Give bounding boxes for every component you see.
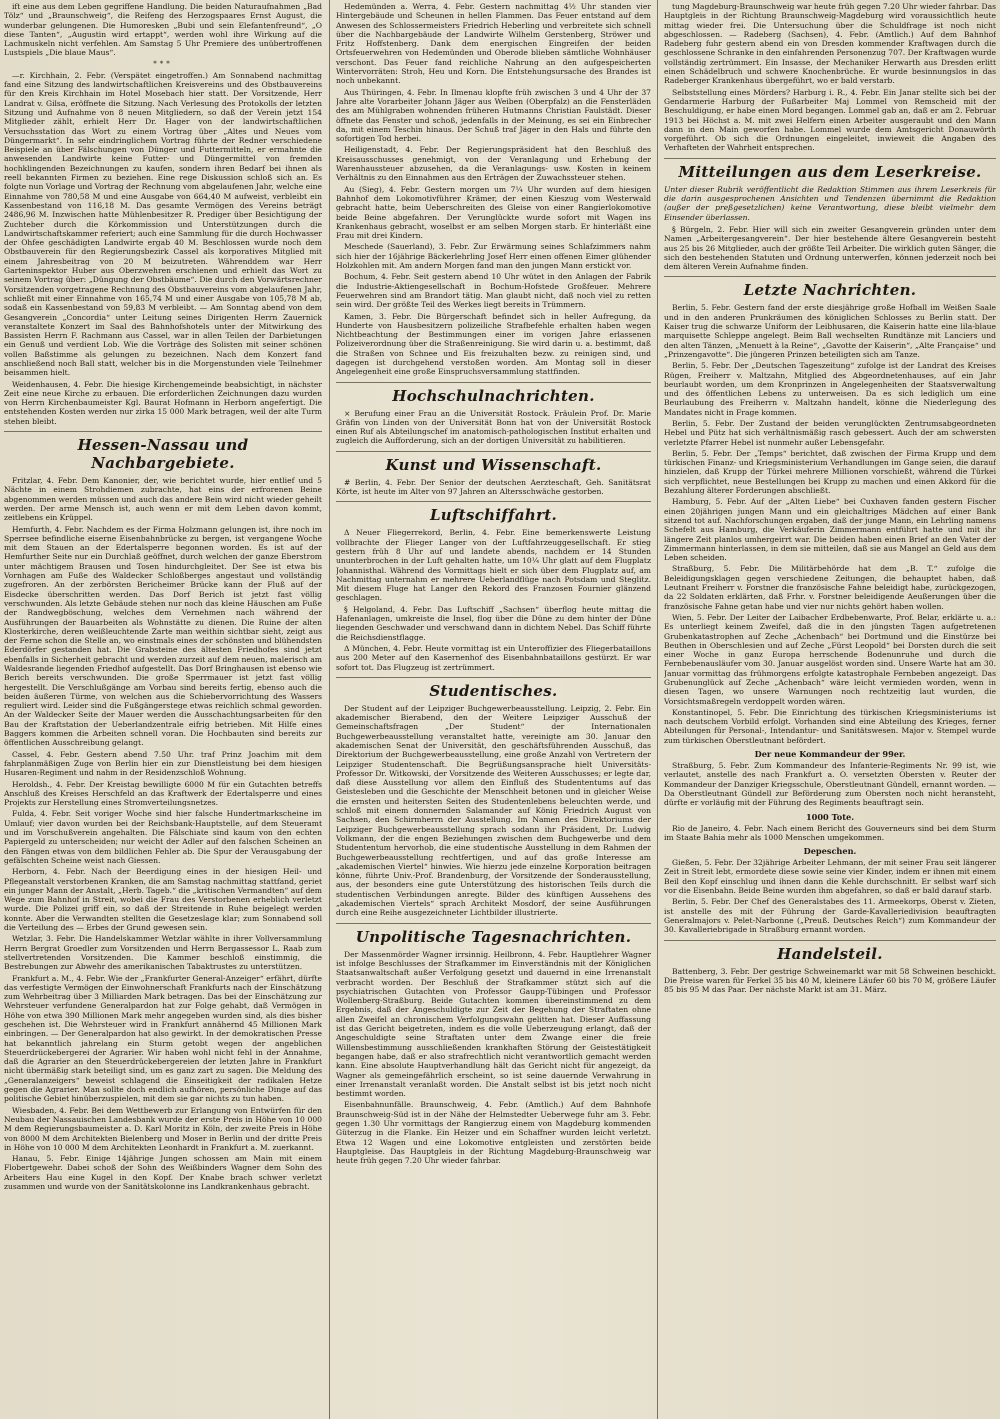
article-hersfeld: Heroldsh., 4. Febr. Der Kreistag bewilligte 6000 M für ein Gutachten betreffs Anschluß des Kreises Herschfeld an das Kraftwerk der Edertalsperre und eines Projekts zur Herstellung eines Stromverteilungsnetzes. <box>4 779 322 808</box>
article-rio: Rio de Janeiro, 4. Febr. Nach einem Bericht des Gouverneurs sind bei dem Sturm im Staate Bahia mehr als 1000 Menschen umgekommen. <box>664 823 996 842</box>
article-fritzlar: Fritzlar, 4. Febr. Dem Kanonier, der, wie berichtet wurde, hier entlief und 5 Nächte in einem Strohdiemen zubrachte, hat eins der erfrorenen Beine abgenommen werden müssen und auch das andere Bein wird nicht wieder geheilt werden. Der arme Mensch ist, auch wenn er mit dem Leben davon kommt, zeitlebens ein Krüppel. <box>4 476 322 523</box>
section-heading-hochschul: Hochschulnachrichten. <box>336 382 651 405</box>
article-wiesbaden: Wiesbaden, 4. Febr. Bei dem Wettbewerb zur Erlangung von Entwürfen für den Neubau der Nassauischen Landesbank wurde der erste Preis in Höhe von 10 000 M dem Regierungsbaumeister a. D. Karl Moritz in Köln, der zweite Preis in Höhe von 8000 M dem Architekten Bielenberg und Moser in Berlin und der dritte Preis in Höhe von 10 000 M dem Architekten Leonhardt in Frankfurt a. M. zuerkannt. <box>4 1105 322 1152</box>
article-giessen: Gießen, 5. Febr. Der 32jährige Arbeiter Lehmann, der mit seiner Frau seit längerer Zeit in Streit lebt, ermordete diese sowie seine vier Kinder, indem er ihnen mit einem Beil den Kopf einschlug und ihnen dann die Kehle durchschnitt. Er selbst warf sich vor die Eisenbahn. Beide Beine wurden ihm abgefahren, so daß er bald darauf starb. <box>664 858 996 896</box>
subheading-kommandeur: Der neue Kommandeur der 99er. <box>754 749 906 760</box>
article-meschede: Meschede (Sauerland), 3. Febr. Zur Erwärmung seines Schlafzimmers nahm sich hier der 16jährige Bäckerlehrling Josef Herr einen offenen Eimer glühender Holzkohlen mit. Am andern Morgen fand man den jungen Mann erstickt vor. <box>336 242 651 271</box>
separator: *** <box>153 59 173 68</box>
article-harburg: Selbststellung eines Mörders? Harburg i. R., 4. Febr. Ein Janar stellte sich bei der Gendarmerie Harburg der Fußarbeiter Maj Lommel von Remscheid mit der Beschuldigung, er habe einen Mord begangen. Lommel gab an, daß er am 2. Februar 1913 bei Höchst a. M. mit zwei Helfern einen Arbeiter ausgeraubt und den Mann dann in den Main geworfen habe. Lommel wurde dem Amtsgericht Donauwörth vorgeführt. Ob sich die Ordnungen eingeleitet, inwieweit die Angaben des Verhafteten der Wahrheit entsprechen. <box>664 87 996 153</box>
article-thueringen: Aus Thüringen, 4. Febr. In Ilmenau klopfte früh zwischen 3 und 4 Uhr der 37 Jahre alte Vorarbeiter Johann Jäger aus Weiben (Oberpfalz) an die Fensterläden des am Mühlgraben wohnenden früheren Hutmanns Christian Faulstädt. Dieser öffnete das Fenster und schoß, jedenfalls in der Meinung, es sei ein Einbrecher da, mit einem Teschin hinaus. Der Schuß traf Jäger in den Hals und führte den sofortigen Tod herbei. <box>336 87 651 144</box>
article-herborn: Herborn, 4. Febr. Nach der Beerdigung eines in der hiesigen Heil- und Pflegeanstalt verstorbenen Kranken, die am Samstag nachmittag stattfand, geriet ein junger Mann der Anstalt, „Herb. Tageb.“ die „kritischen Vermandten“ auf dem Wege zum Bahnhof in Streit, wobei die Frau des Verstorbenen erheblich verletzt wurde. Die Polizei griff ein, so daß der Streitende in Ruhe beigelegt werden konnte. Aber die Verwandten stellten die Gesetzeslage klar; zum Sonnabend soll die Verteilung des — Erbes der Grund gewesen sein. <box>4 867 322 933</box>
article-fulda: Fulda, 4. Febr. Seit voriger Woche sind hier falsche Hundertmarkscheine im Umlauf; vier davon wurden bei der Reichsbank-Hauptstelle, auf dem Steueramt und im Vorschußverein angehalten. Die Fälschiate sind kaum von den echten Papiergeld zu unterscheiden; nur weicht der Adler auf den falschen Scheinen an den Fängen etwas von dem bildlichen Fehler ab. Die Spur der Verausgabung der gefälschten Scheine weist nach Giessen. <box>4 809 322 865</box>
article-strassburg: Straßburg, 5. Febr. Die Militärbehörde hat dem „B. T.“ zufolge die Beleidigungsklagen gegen verschiedene Zeitungen, die behauptet haben, daß Leutnant Freiherr v. Forstner die französische Fahne beleidigt habe, zurückgezogen, da 22 Soldaten erklärten, daß Frhr. v. Forstner beleidigende Aeußerungen über die französische Fahne getan habe und vier nur nichts gehört haben wollen. <box>664 564 996 611</box>
section-heading-leserkreis: Mitteilungen aus dem Leserkreise. <box>664 158 996 181</box>
article-hofball: Berlin, 5. Febr. Gestern fand der erste diesjährige große Hofball im Weißen Saale und in den anderen Prunkräumen des königlichen Schlosses zu Berlin statt. Der Kaiser trug die schwarze Uniform der Leibhusaren, die Kaiserin hatte eine lila-blaue marquisette Schleppe angelegt. Beim Ball wechselten Rundtänze mit Lanciers und den alten Tänzen, „Menuett à la Reine“, „Gavotte der Kaiserin“, „Alte Française“ und „Prinzengavotte“. Die jüngeren Prinzen beteiligten sich am Tanze. <box>664 303 996 359</box>
article-konstantinopel: Konstantinopel, 5. Febr. Die Einrichtung des türkischen Kriegsministeriums ist nach deutschem Vorbild erfolgt. Vorhanden sind eine Abteilung des Krieges, ferner Abteilungen für Personal-, Intendantur- und Sanitätswesen. Major v. Stempel wurde zum türkischen Oberstleutnant befördert. <box>664 707 996 745</box>
column-left <box>4 2 322 1416</box>
article-leipzig: Der Student auf der Leipziger Buchgewerbeausstellung. Leipzig, 2. Febr. Ein akademischer Bierabend, den der Weitere Leipziger Ausschuß der Gemeinschaftsfragen „Der Student“ der Internationalen Buchgewerbeausstellung veranstaltet hatte, vereinigte am 30. Januar den akademischen Senat der Universität, den geschäftsführenden Ausschuß, das Direktorium der Buchgewerbeausstellung, eine große Anzahl von Vertretern der Leipziger Studentenschaft. Die Begrüßungsansprache hielt Universitäts-Professor Dr. Witkowski, der Vorsitzende des Weiteren Ausschusses; er legte dar, daß diese Ausstellung vor allem den Einfluß des Studententums auf das Geistesleben und die Geschichte der Menschheit betonen und in gleicher Weise die ernsten und heitersten Seiten des Studentenlebens beleuchten werde, und schloß mit einem donnernden Salamander auf König Friedrich August von Sachsen, den Schirmherrn der Ausstellung. Im Namen des Direktoriums der Leipziger Buchgewerbeausstellung sprach sodann ihr Präsident, Dr. Ludwig Volkmann, der die engen Beziehungen zwischen dem Buchgewerbe und dem Studententum hervorhob, die eine studentische Ausstellung in dem Rahmen der Buchgewerbeausstellung rechtfertigen, und auf das große Interesse am „akademischen Viertel“ hinwies. Wie hierzu jede einzelne Korporation beitragen könne, führte Univ.-Prof. Brandenburg, der Vorsitzende der Sonderausstellung, aus, der besonders eine gute Unterstützung des historischen Teils durch die studentischen Verbindungen anregte. Bilder des künftigen Aussehens des „akademischen Viertels“ sprach Architekt Mosdorf, der seine Ausführungen durch eine Reihe ausgezeichneter Lichtbilder illustrierte. <box>336 703 651 918</box>
article-buergeln: § Bürgeln, 2. Febr. Hier will sich ein zweiter Gesangverein gründen unter dem Namen „Arbeitergesangverein“. Der hier bestehende ältere Gesangverein besteht aus 25 bis 26 Mitglieder, auch der größte Teil Arbeiter. Die wirklich guten Sänger, die sich den bestehenden Statuten und Ordnung unterwerfen, können jederzeit noch bei dem älteren Verein Aufnahme finden. <box>664 224 996 272</box>
section-disclaimer: Unter dieser Rubrik veröffentlicht die Redaktion Stimmen aus ihrem Leserkreis für die darin ausgesprochenen Ansichten und Tendenzen übernimmt die Redaktion (außer der preßgesetzlichen) keine Verantwortung, diese bleibt vielmehr dem Einsender überlassen. <box>664 184 996 222</box>
article-wien: Wien, 5. Febr. Der Leiter der Laibacher Erdbebenwarte, Prof. Belar, erklärte u. a.: Es unterliegt keinem Zweifel, daß die in den jüngsten Tagen aufgetretenen Grubenkatastrophen auf Zeche „Achenbach“ bei Dortmund und die Einstürze bei Beuthen in Oberschlesien und auf Zeche „Fürst Leopold“ bei Dorsten durch die seit einer Woche in ganz Europa herrschende Bodenunruhe und durch die Fernbebenausläufer vom 30. Januar ausgelöst worden sind. Unsere Warte hat am 30. Januar vormittag das frühmorgens erfolgte katastrophale Fernbeben angezeigt. Das Grubenunglück auf Zeche „Achenbach“ wäre leicht vermieden worden, wenn in diesen Tagen, wo unsere Warnungen noch rechtzeitig laut wurden, die Vorsichtsmaßregeln verdoppelt worden wären. <box>664 612 996 706</box>
subheading-depeschen: Depeschen. <box>803 846 857 857</box>
article-radeberg: tung Magdeburg-Braunschweig war heute früh gegen 7.20 Uhr wieder fahrbar. Das Hauptgleis in der Richtung Braunschweig-Magdeburg wird voraussichtlich heute mittag wieder frei. Die Untersuchung über die Schuldfrage ist noch nicht abgeschlossen. — Radeberg (Sachsen), 4. Febr. (Amtlich.) Auf dem Bahnhof Radeberg fuhr gestern abend ein von Dresden kommender Kraftwagen durch die geschlossene Schranke in den einfahrenden Personenzug 707. Der Kraftwagen wurde vollständig zertrümmert. Ein Insasse, der Mechaniker Herwarth aus Dresden erlitt einen Schädelbruch und schwere Knochenbrüche. Er wurde besinnungslos in das Radeberger Krankenhaus übergeführt, wo er bald verstarb. <box>664 2 996 86</box>
section-heading-letzte: Letzte Nachrichten. <box>664 276 996 299</box>
article-berlin-senior: # Berlin, 4. Febr. Der Senior der deutschen Aerzteschaft, Geh. Sanitätsrat Körte, ist heute im Alter von 97 Jahren an Altersschwäche gestorben. <box>336 477 651 497</box>
article-99er: Straßburg, 5. Febr. Zum Kommandeur des Infanterie-Regiments Nr. 99 ist, wie verlautet, anstelle des nach Frankfurt a. O. versetzten Obersten v. Reuter der Kommandeur der Danziger Kriegsschule, Oberstleutnant Gündell, ernannt worden. — Da Oberstleutnant Gündell zur Beförderung zum Obersten noch nicht heransteht, dürfte er vorläufig mit der Führung des Regiments beauftragt sein. <box>664 761 996 808</box>
section-heading-luftschiffahrt: Luftschiffahrt. <box>336 501 651 524</box>
article-frankfurt: Frankfurt a. M., 4. Febr. Wie der „Frankfurter General-Anzeiger“ erfährt, dürfte das verfestigte Vermögen der Einwohnerschaft Frankfurts nach der Einschätzung zum Wehrbeitrag über 3 Milliarden Mark betragen. Das bei der Einschätzung zur Wehrsteuer verfundene Generalpardon hat zur Folge gehabt, daß Vermögen in Höhe von etwa 390 Millionen Mark mehr angegeben wurden sind, als dies bisher geschehen ist. Die Wehrsteuer wird in Frankfurt annähernd 45 Millionen Mark einbringen. — Der Generalpardon hat also gewirkt. In der demokratischen Presse hat bekanntlich jahrelang ein Sturm getobt wegen der angeblichen Steuerdrückebergerei der Agrarier. Wir haben wohl nicht fehl in der Annahme, daß die Agrarier an den Steuerdrückebergereien der letzten Jahre in Frankfurt nicht übermäßig stark beteiligt sind, um es ganz zart zu sagen. Die Meldung des „Generalanzeigers“ beweist schlagend die Einseitigkeit der radikalen Hetze gegen die Agrarier. Man sollte doch endlich aufhören, persönliche Dinge auf das politische Gebiet hinüberzuspielen, mit dem sie gar nichts zu tun haben. <box>4 973 322 1104</box>
article-bochum: Bochum, 4. Febr. Seit gestern abend 10 Uhr wütet in den Anlagen der Fabrik die Industrie-Aktiengesellschaft in Bochum-Hofstede Großfeuer. Mehrere Feuerwehren sind am Brandort tätig. Man glaubt nicht, daß noch viel zu retten sein wird. Der größte Teil des Werkes liegt bereits in Trümmern. <box>336 272 651 310</box>
subheading-1000-tote: 1000 Tote. <box>805 811 855 822</box>
column-right <box>664 2 996 1416</box>
article-eisenbahn: Eisenbahnunfälle. Braunschweig, 4. Febr. (Amtlich.) Auf dem Bahnhofe Braunschweig-Süd ist in der Nähe der Helmstedter Ueberwege fuhr am 3. Febr. gegen 1.30 Uhr vormittags der Rangierzug einem von Magdeburg kommenden Güterzug in die Flanke. Ein Heizer und ein Schaffner wurden leicht verletzt. Etwa 12 Wagen und eine Lokomotive entgleisten und zerstörten beide Hauptgleise. Das Hauptgleis in der Richtung Magdeburg-Braunschweig war heute früh gegen 7.20 Uhr wieder fahrbar. <box>336 1100 651 1166</box>
article-kamen: Kamen, 3. Febr. Die Bürgerschaft befindet sich in heller Aufregung, da Hunderte von Hausbesitzern polizeiliche Strafbefehle erhalten haben wegen Nichtbeachtung der Bestimmungen einer im vorigen Jahre erlassenen Polizeiverordnung über die Straßenreinigung. Sie wird darin u. a. bestimmt, daß die Straßen von Schnee und Eis freizuhalten bezw. zu reinigen sind, und dagegen ist durchgehend verstoßen worden. Am Montag soll in dieser Angelegenheit eine große Einspruchsversammlung stattfinden. <box>336 311 651 377</box>
column-rule <box>329 0 330 1419</box>
article-wetzlar: Wetzlar, 3. Febr. Die Handelskammer Wetzlar wählte in ihrer Vollversammlung Herrn Bergrat Groedler zum Vorsitzenden und Herrn Bergassessor L. Raab zum stellvertretenden Vorsitzenden. Die Kammer beschloß einstimmig, die Bestrebungen zur Abwehr des amerikanischen Tabaktrustes zu unterstützen. <box>4 934 322 972</box>
article-helgoland: § Helgoland, 4. Febr. Das Luftschiff „Sachsen“ überflog heute mittag die Hafenanlagen, umkreiste die Insel, flog über die Düne zu dem hinter der Düne liegenden Geschwader und verschwand dann in dichtem Nebel. Das Schiff führte die Reichsdienstflagge. <box>336 604 651 642</box>
section-heading-hessen-nassau: Hessen-Nassau und Nachbargebiete. <box>4 431 322 472</box>
article-au-sieg: Au (Sieg), 4. Febr. Gestern morgen um 7¼ Uhr wurden auf dem hiesigen Bahnhof dem Lokomotivführer Krämer, der einen Kieszug vom Westerwald gebracht hatte, beim Ueberschreiten des Gleise von einer Rangierlokomotive beide Beine abgefahren. Der Verunglückte wurde sofort mit Wagen ins Krankenhaus gebracht, woselbst er am selben Morgen starb. Er hinterläßt eine Frau mit drei Kindern. <box>336 184 651 241</box>
column-rule <box>657 0 658 1419</box>
article-maltzahn: Berlin, 5. Febr. Der „Deutschen Tageszeitung“ zufolge ist der Landrat des Kreises Rügen, Freiherr v. Maltzahn, Mitglied des Abgeordnetenhauses, auf ein Jahr beurlaubt worden, um dem Kronprinzen in Angelegenheiten der Staatsverwaltung und des öffentlichen Lebens zu unterweisen. Da es sich lediglich um eine Beurlaubung des Freiherrn v. Maltzahn handelt, könne die Niederlegung des Mandates nicht in Frage kommen. <box>664 361 996 417</box>
article-hedemuenden: Hedemünden a. Werra, 4. Febr. Gestern nachmittag 4½ Uhr standen vier Hintergebäude und Scheunen in hellen Flammen. Das Feuer entstand auf dem Anwesen des Schlossermeisters Friedrich Heberling und verbreitete sich schnell über die Nachbargebäude der Landwirte Wilhelm Gerstenberg, Ströwer und Fritz Hoffstenberg. Dank dem energischen Eingreifen der beiden Ortsfeuerwehren von Hedemünden und Oberode blieben sämtliche Wohnhäuser verschont. Das Feuer fand reichliche Nahrung an den aufgespeicherten Wintervorräten: Stroh, Heu und Korn. Die Entstehungsursache des Brandes ist noch unbekannt. <box>336 2 651 86</box>
article-hanau: Hanau, 5. Febr. Einige 14jährige Jungen schossen am Main mit einem Flobertgewehr. Dabei schoß der Sohn des Weißbinders Wagner dem Sohn des Arbeiters Hau eine Kugel in den Kopf. Der Knabe brach schwer verletzt zusammen und wurde von der Sanitätskolonne ins Landkrankenhaus gebracht. <box>4 1154 322 1192</box>
article-hamburg: Hamburg, 5. Febr. Auf der „Alten Liebe“ bei Cuxhaven fanden gestern Fischer einen 20jährigen jungen Mann und ein gleichaltriges Mädchen auf einer Bank sitzend tot auf. Nachforschungen ergaben, daß der junge Mann, ein Lehrling namens Schefelt aus Hamburg, die Verkäuferin Zimmermann entführt hatte und mit ihr längere Zeit planlos umhergeirrt war. Die beiden haben einen Brief an den Vater der Zimmermann hinterlassen, in dem sie mitteilen, daß sie aus Mangel an Geld aus dem Leben scheiden. <box>664 497 996 563</box>
article-krupp: Berlin, 5. Febr. Der „Temps“ berichtet, daß zwischen der Firma Krupp und dem türkischen Finanz- und Kriegsministerium Verhandlungen im Gange seien, die darauf hinzielen, daß Krupp der Türkei mehrere Millionen vorschießt, während die Türkei sich verpflichtet, neue Bestellungen bei Krupp zu machen und einen Akkord für die Bezahlung älterer Forderungen abschließt. <box>664 448 996 496</box>
article-muenchen: Δ München, 4. Febr. Heute vormittag ist ein Unteroffizier des Fliegerbataillons aus 200 Meter auf den Kasernenhof des Eisenbahnbataillons gestürzt. Er war sofort tot. Das Flugzeug ist zertrümmert. <box>336 643 651 672</box>
article-fliegerrekord: Δ Neuer Fliegerrekord, Berlin, 4. Febr. Eine bemerkenswerte Leistung vollbrachte der Flieger Langer von der Luftfahrzeuggesellschaft. Er stieg gestern früh 8 Uhr auf und landete abends, nachdem er 14 Stunden ununterbrochen in der Luft gehalten hatte, um 10¼ Uhr glatt auf dem Flugplatz Johannisthal. Während des Vormittags hielt er sich über dem Flugplatz auf, am Nachmittag unternahm er mehrere Ueberlandflüge nach Potsdam und Steglitz. Mit diesem Fluge hat Langer den Rekord des Franzosen Fournier glänzend geschlagen. <box>336 528 651 603</box>
article-cinema: ift eine aus dem Leben gegriffene Handlung. Die beiden Naturaufnahmen „Bad Tölz“ und „Braunschweig“, die Reifeng des Herzogspaares Ernst August, die wunderbar gelungenen. Die Humoresken „Bubi und sein Elefantenfreund“, „O diese Tanten“, „Augustin wird ertappt“, werden wohl ihre Wirkung auf die Lachmuskeln nicht verfehlen. Am Samstag 5 Uhr Premiere des unübertroffenen Lustspiels „Die blaue Maus“. <box>4 2 322 58</box>
article-generalstab: Berlin, 5. Febr. Der Chef des Generalstabes des 11. Armeekorps, Oberst v. Zieten, ist anstelle des mit der Führung der Garde-Kavalleriedivision beauftragten Generalmajors v. Pelet-Narbonne („Preuß. Deutsches Reich“) zum Kommandeur der 30. Kavalleriebrigade in Straßburg ernannt worden. <box>664 897 996 935</box>
article-cassel: Cassel, 4. Febr. Gestern abend 7.50 Uhr. traf Prinz Joachim mit dem fahrplanmäßigen Zuge von Berlin hier ein zur Dienstleistung bei dem hiesigen Husaren-Regiment und nahm in der Residenzschloß Wohnung. <box>4 749 322 778</box>
article-weidenhausen: Weidenhausen, 4. Febr. Die hiesige Kirchengemeinde beabsichtigt, in nächster Zeit eine neue Kirche zu erbauen. Die erforderlichen Zeichnungen dazu wurden von Herrn Kirchenbaumeister Kgl. Baurat Hofmann in Herborn angefertigt. Die entstehenden Kosten werden nur zirka 15 000 Mark betragen, weil der alte Turm stehen bleibt. <box>4 379 322 426</box>
article-zentrum: Berlin, 5. Febr. Der Zustand der beiden verunglückten Zentrumsabgeordneten Hebel und Pütz hat sich verhältnismäßig rasch gebessert. Auch der am schwersten verletzte Pfarrer Hebel ist nunmehr außer Lebensgefahr. <box>664 418 996 447</box>
section-heading-handelsteil: Handelsteil. <box>664 940 996 963</box>
section-heading-kunst: Kunst und Wissenschaft. <box>336 451 651 474</box>
article-rostock: × Berufung einer Frau an die Universität Rostock. Fräulein Prof. Dr. Marie Gräfin von Linden von der Universität Bonn hat von der Universität Rostock einen Ruf als Abteilungschef im anatomisch-pathologischen Institut erhalten und zugleich die Aufforderung, sich an der dortigen Universität zu habilitieren. <box>336 408 651 446</box>
article-kirchhain: —r. Kirchhain, 2. Febr. (Verspätet eingetroffen.) Am Sonnabend nachmittag fand eine Sitzung des landwirtschaftlichen Kreisvereins und des Obstbauvereins für den Kreis Kirchhain im Hotel Mosebach hier statt. Der Vorsitzende, Herr Landrat v. Gilsa, eröffnete die Sitzung. Nach Verlesung des Protokolls der letzten Sitzung und Aufnahme von 8 neuen Mitgliedern, so daß der Verein jetzt 154 Mitglieder zählt, erhielt Herr Dr. Hager von der landwirtschaftlichen Versuchsstation das Wort zu einem Vortrag über „Altes und Neues vom Düngermarkt“. In sehr eindringlichem Vortrag führte der Redner verschiedene Beispiele an über Fälschungen von Dünger und Futtermitteln, er ermahnte die anwesenden Landwirte keine Futter- und Düngermittel von fremden hochklingenden Bezeichnungen zu kaufen, sondern ihren Bedarf bei ihnen als reell bekannten Firmen zu beziehen. Eine rege Diskussion schloß sich an. Es folgte nun Vorlage und Vortrag der Rechnung vom abgelaufenen Jahr, welche eine Einnahme von 780,58 M und eine Ausgabe von 664,40 M aufweist, verbleibt ein Kassenbestand von 116,18 M. Das gesamte Vermögen des Vereins beträgt 2486,96 M. Inzwischen hatte Mühlenbesitzer R. Prediger über Besichtigung der Zuchteber durch die Körkommission und Unterstützungen durch die Landwirtschaftskammer referiert; auch eine Sammlung für die durch Hochwasser der Ohfee geschädigten Landwirte ergab 40 M. Beschlossen wurde noch dem Obstbauverein für den Regierungsbezirk Cassel als korporatives Mitglied mit einem Jahresbeitrag von 20 M beizutreten. Währenddem war Herr Garteninspektor Huber aus Oberzwehren erschienen und erhielt das Wort zu seinem Vortrag über: „Düngung der Obstbäume“. Die durch den Vorwärtsrechner Vorsitzenden vorgetragene Rechnung des Obstbauvereins vom abgelaufenen Jahr, schließt mit einer Einnahme von 165,74 M und einer Ausgabe von 105,78 M ab, sodaß ein Kassenbestand von 59,83 M verbleibt. — Am Sonntag abend von dem Gesangverein „Concordia“ unter Leitung seines Dirigenten Herrn Zauernick veranstaltete Konzert im Saal des Bahnhofshotels unter der Mitwirkung des Bassisten Herrn F. Rachmann aus Cassel, war in allen Teilen der Darbietungen ein Genuß und verdient Lob. Wie die Vorträge des Solisten mit seiner schönen vollen Baßstimme als gelungen zu bezeichnen. Nach dem Konzert fand anschließend noch Ball statt, welcher bis in die Morgenstunden viele Teilnehmer beisammen hielt. <box>4 70 322 378</box>
article-heiligenstadt: Heiligenstadt, 4. Febr. Der Regierungspräsident hat den Beschluß des Kreisausschusses genehmigt, von der Veranlagung und Erhebung der Warenhaussteuer abzusehen, da die Veranlagungs- usw. Kosten in keinem Verhältnis zu den Einnahmen aus den Erträgen der Zuwachssteuer stehen. <box>336 145 651 183</box>
article-hemfurth: Hemfurth, 4. Febr. Nachdem es der Firma Holzmann gelungen ist, ihre noch im Sperrsee befindliche eiserne Eisenbahnbrücke zu bergen, ist vergangene Woche mit dem Stauen an der Edertalsperre begonnen worden. Es ist auf der Hemfurther Seite nur ein Durchlaß geöffnet, durch welchen der ganze Eberstrom unter mächtigem Brausen und Tosen hindurchgleitet. Der See ist etwa bis Vornhagen am Fuße des Waldecker Schloßberges angestaut und vollständig zugefroren. An der zerbörsten Bericheimer Brücke kann der Fluß auf der Eisdecke überschritten werden. Das Dorf Berich ist jetzt fast völlig verschwunden. Als letzte Gebäude stehen nur noch das kleine Häuschen am Fuße der Randwegböschung, welches dem Vernehmen nach während der Ausführungen der Bauarbeiten als Wohnstätte zu dienen. Die Ruine der alten Klosterkirche, deren weißleuchtende Zarte man weithin sichtbar sieht, zeigt aus der Ferne schon die Stelle an, wo einstmals eines der schönsten und blühendsten Ederdörfer gestanden hat. Die Grabsteine des ältesten Friedhofes sind jetzt ebenfalls in Sicherheit gebracht und werden zurzeit auf dem neuen, malerisch am Waldesrande liegenden Friedhof aufgestellt. Das Dorf Bringhausen ist ebenso wie Berich bereits verschwunden. Die große Sperrmauer ist jetzt fast völlig hergestellt. Die Verschlußgänge am Vorbau sind bereits fertig, ebenso auch die beiden äußeren Türme, von welchen aus die Schiebervorrichtung des Wassers reguliert wird. Leider sind die Fußgängerstege etwas reichlich schmal geworden. An der Waldecker Seite der Mauer werden die Ausschachtungsarbeiten für den Bau der Kraftstation der Ueberlandzentrale eifrig betrieben. Mit Hilfe eines Baggers kommen die Arbeiten schnell voran. Die Hochbauten sind bereits zur öffentlichen Ausschreibung gelangt. <box>4 524 322 748</box>
article-battenberg: Battenberg, 3. Febr. Der gestrige Schweinemarkt war mit 58 Schweinen beschickt. Die Preise waren für Ferkel 35 bis 40 M, kleinere Läufer 60 bis 70 M, größere Läufer 85 bis 95 M das Paar. Der nächste Markt ist am 31. März. <box>664 966 996 995</box>
section-heading-unpolitische: Unpolitische Tagesnachrichten. <box>336 923 651 946</box>
column-middle <box>336 2 651 1416</box>
article-wagner: Der Massenmörder Wagner irrsinnig. Heilbronn, 4. Febr. Hauptlehrer Wagner ist infolge Beschlusses der Strafkammer im Einverständnis mit der Königlichen Staatsanwaltschaft außer Verfolgung gesetzt und dauernd in eine Irrenanstalt verbracht worden. Der Beschluß der Strafkammer stützt sich auf die psychiatrischen Gutachten von Professor Gaupp-Tübingen und Professor Wollenberg-Straßburg. Beide Gutachten kommen übereinstimmend zu dem Ergebnis, daß der Angeschuldigte zur Zeit der Begehung der Straftaten ohne allen Zweifel an chronischem Verfolgungswahn gelitten hat. Dieser Auffassung ist das Gericht beigetreten, indem es die volle Ueberzeugung erlangt, daß der Angeschuldigte seine Straftaten unter dem Zwange einer die freie Willensbestimmung ausschließenden krankhaften Störung der Geistestätigkeit begangen habe, daß er also strafrechtlich nicht verantwortlich gemacht werden kann. Eine absolute Hauptverhandlung hält das Gericht nicht für angezeigt, da Wagner als gemeingefährlich erscheint, so ist seine dauernde Verwahrung in einer Irrenanstalt veranlaßt worden. Die Anstalt selbst ist bis jetzt noch nicht bestimmt worden. <box>336 949 651 1099</box>
section-heading-studentisches: Studentisches. <box>336 677 651 700</box>
